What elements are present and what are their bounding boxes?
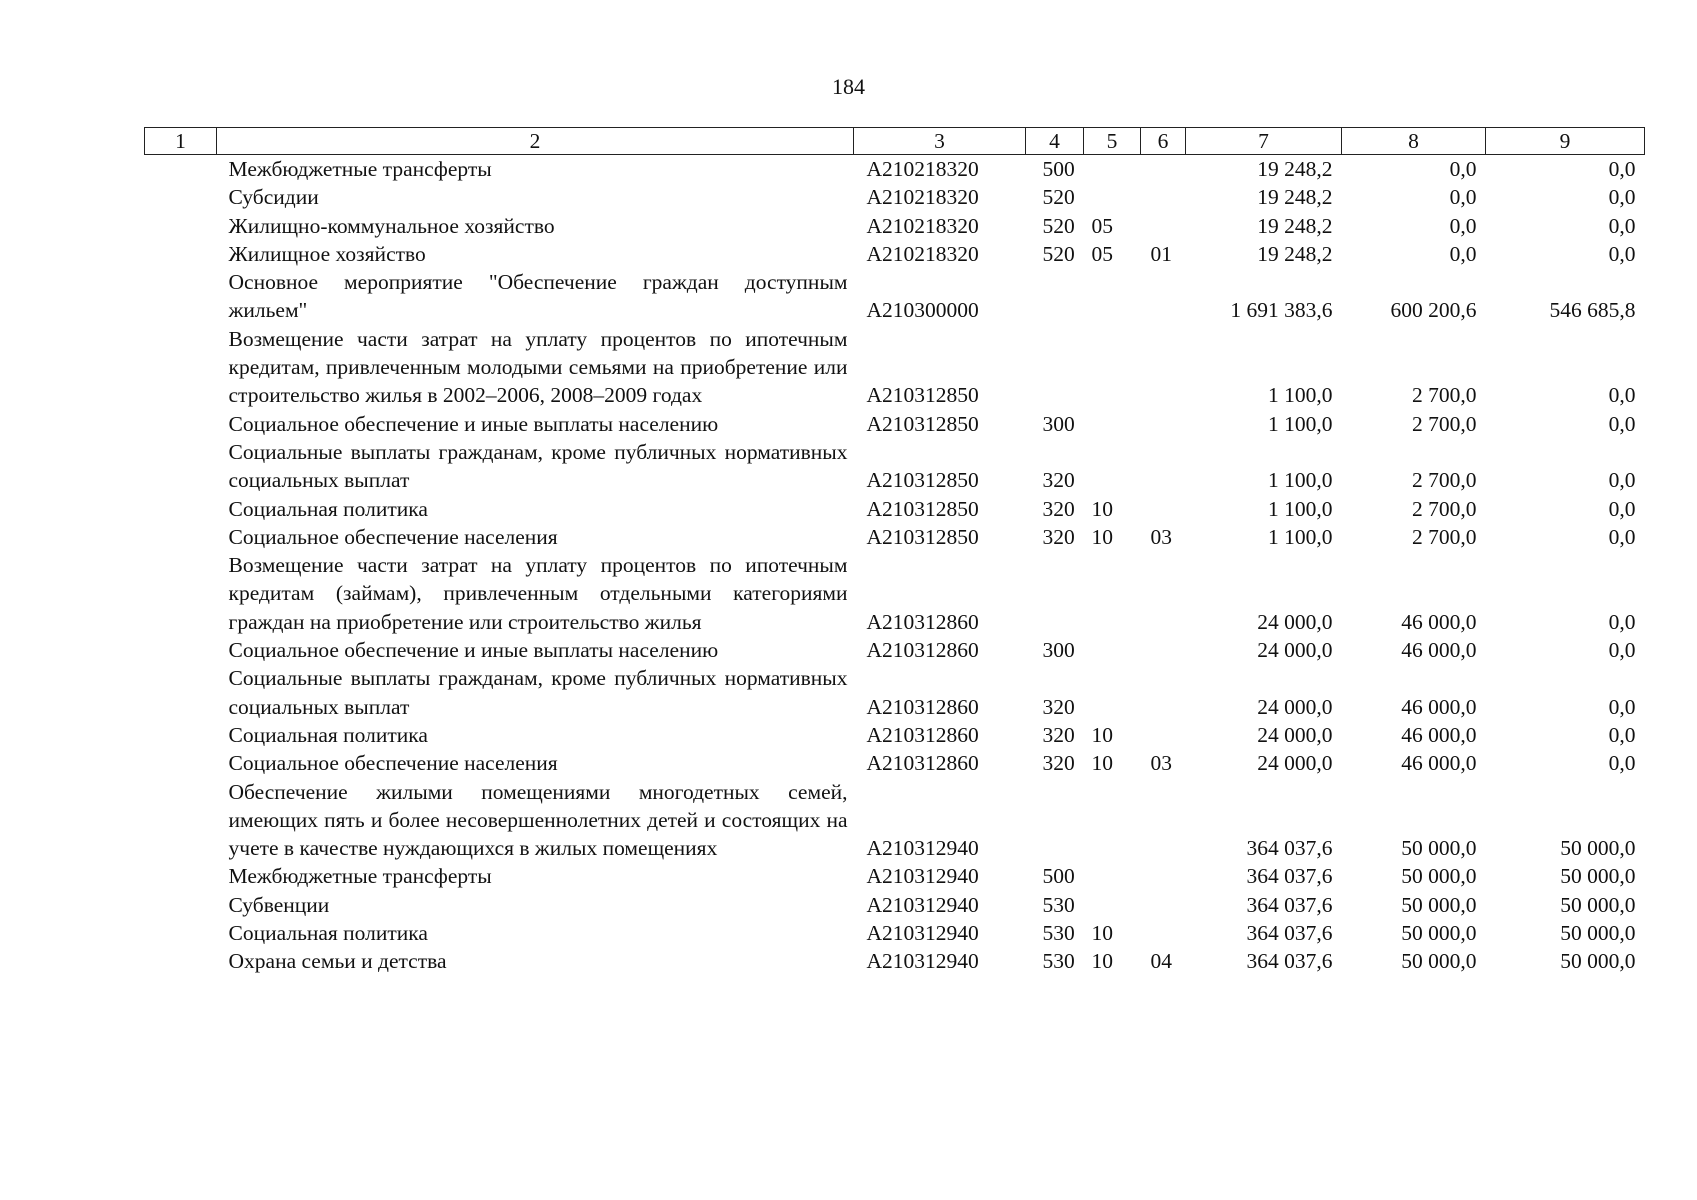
column-header: 5 <box>1084 128 1141 155</box>
target-code-cell: А210312860 <box>866 638 979 663</box>
expense-type-cell: 500 <box>1042 157 1075 181</box>
expense-type-cell <box>1026 268 1084 325</box>
amount-col7-cell: 364 037,6 <box>1246 864 1333 889</box>
item-name-cell: Социальное обеспечение и иные выплаты населению <box>228 638 719 663</box>
subsection-cell <box>1141 721 1186 749</box>
target-code-cell: А210312850 <box>866 524 979 549</box>
table-row <box>145 947 1645 975</box>
amount-col7-cell: 24 000,0 <box>1257 722 1333 747</box>
target-code-cell: А210300000 <box>866 298 979 323</box>
target-code-cell: А210312850 <box>866 383 979 408</box>
expense-type-cell: 320 <box>1042 694 1075 719</box>
expense-type-cell: 530 <box>1042 949 1075 974</box>
item-name-cell: Социальная политика <box>228 496 428 521</box>
section-cell <box>1084 551 1141 636</box>
table-row <box>145 438 1645 495</box>
item-name-cell: Социальное обеспечение и иные выплаты населению <box>228 411 719 436</box>
section-cell: 05 <box>1091 241 1113 266</box>
item-name-cell: Социальное обеспечение населения <box>228 524 558 549</box>
row-number-cell <box>145 410 217 438</box>
target-code-cell: А210312860 <box>866 694 979 719</box>
expense-type-cell <box>1026 325 1084 410</box>
amount-col8-cell: 600 200,6 <box>1390 298 1477 323</box>
column-header: 9 <box>1486 128 1645 155</box>
expense-type-cell: 300 <box>1042 638 1075 663</box>
row-number-cell <box>145 862 217 890</box>
table-row <box>145 721 1645 749</box>
section-cell <box>1084 438 1141 495</box>
table-row <box>145 495 1645 523</box>
expense-type-cell: 300 <box>1042 411 1075 436</box>
target-code-cell: А210312940 <box>866 921 979 946</box>
table-row <box>145 410 1645 438</box>
table-row <box>145 268 1645 325</box>
amount-col8-cell: 2 700,0 <box>1412 383 1477 408</box>
expense-type-cell: 500 <box>1042 864 1075 889</box>
row-number-cell <box>145 919 217 947</box>
table-row <box>145 212 1645 240</box>
table-row <box>145 636 1645 664</box>
amount-col8-cell: 46 000,0 <box>1401 751 1477 776</box>
target-code-cell: А210312860 <box>866 609 979 634</box>
amount-col7-cell: 19 248,2 <box>1257 213 1333 238</box>
item-name-cell: Социальные выплаты гражданам, кроме публичных нормативных социальных выплат <box>228 439 848 493</box>
amount-col9-cell: 50 000,0 <box>1560 921 1636 946</box>
section-cell <box>1084 891 1141 919</box>
amount-col9-cell: 0,0 <box>1608 722 1636 747</box>
amount-col7-cell: 1 100,0 <box>1268 496 1333 521</box>
expense-type-cell: 520 <box>1042 185 1075 210</box>
table-row <box>145 664 1645 721</box>
row-number-cell <box>145 438 217 495</box>
budget-table <box>144 127 1645 976</box>
amount-col7-cell: 1 100,0 <box>1268 524 1333 549</box>
expense-type-cell: 320 <box>1042 524 1075 549</box>
item-name-cell: Основное мероприятие "Обеспечение граждан доступным жильем" <box>228 270 848 323</box>
subsection-cell <box>1141 438 1186 495</box>
amount-col9-cell: 0,0 <box>1608 241 1636 266</box>
row-number-cell <box>145 891 217 919</box>
amount-col7-cell: 24 000,0 <box>1257 638 1333 663</box>
amount-col8-cell: 46 000,0 <box>1401 609 1477 634</box>
amount-col8-cell: 2 700,0 <box>1412 524 1477 549</box>
expense-type-cell: 320 <box>1042 722 1075 747</box>
subsection-cell <box>1141 778 1186 863</box>
amount-col9-cell: 0,0 <box>1608 185 1636 210</box>
table-row <box>145 551 1645 636</box>
target-code-cell: А210312850 <box>866 496 979 521</box>
item-name-cell: Субвенции <box>228 892 330 917</box>
amount-col8-cell: 0,0 <box>1449 185 1477 210</box>
amount-col9-cell: 0,0 <box>1608 411 1636 436</box>
amount-col7-cell: 1 100,0 <box>1268 383 1333 408</box>
subsection-cell <box>1141 636 1186 664</box>
amount-col7-cell: 19 248,2 <box>1257 157 1333 181</box>
target-code-cell: А210312940 <box>866 836 979 861</box>
subsection-cell <box>1141 155 1186 184</box>
section-cell <box>1084 664 1141 721</box>
row-number-cell <box>145 551 217 636</box>
subsection-cell <box>1141 664 1186 721</box>
table-row <box>145 183 1645 211</box>
page-number: 184 <box>832 74 865 99</box>
target-code-cell: А210312860 <box>866 751 979 776</box>
amount-col7-cell: 19 248,2 <box>1257 185 1333 210</box>
item-name-cell: Социальная политика <box>228 921 428 946</box>
subsection-cell <box>1141 495 1186 523</box>
amount-col9-cell: 50 000,0 <box>1560 836 1636 861</box>
row-number-cell <box>145 523 217 551</box>
section-cell <box>1084 183 1141 211</box>
table-row <box>145 778 1645 863</box>
item-name-cell: Социальное обеспечение населения <box>228 751 558 776</box>
item-name-cell: Социальная политика <box>228 722 428 747</box>
expense-type-cell: 530 <box>1042 921 1075 946</box>
amount-col9-cell: 546 685,8 <box>1549 298 1636 323</box>
item-name-cell: Межбюджетные трансферты <box>228 864 492 889</box>
section-cell: 10 <box>1091 921 1113 946</box>
table-row <box>145 891 1645 919</box>
amount-col8-cell: 0,0 <box>1449 241 1477 266</box>
expense-type-cell: 520 <box>1042 241 1075 266</box>
amount-col7-cell: 24 000,0 <box>1257 694 1333 719</box>
row-number-cell <box>145 325 217 410</box>
expense-type-cell: 320 <box>1042 468 1075 493</box>
amount-col9-cell: 50 000,0 <box>1560 949 1636 974</box>
section-cell <box>1084 778 1141 863</box>
column-header: 6 <box>1141 128 1186 155</box>
amount-col8-cell: 50 000,0 <box>1401 836 1477 861</box>
section-cell: 10 <box>1091 949 1113 974</box>
amount-col7-cell: 19 248,2 <box>1257 241 1333 266</box>
column-header: 4 <box>1026 128 1084 155</box>
target-code-cell: А210218320 <box>866 241 979 266</box>
amount-col8-cell: 0,0 <box>1449 213 1477 238</box>
amount-col7-cell: 364 037,6 <box>1246 836 1333 861</box>
subsection-cell <box>1141 410 1186 438</box>
row-number-cell <box>145 155 217 184</box>
section-cell: 10 <box>1091 524 1113 549</box>
row-number-cell <box>145 183 217 211</box>
subsection-cell: 03 <box>1150 751 1172 776</box>
header-row <box>145 128 1645 155</box>
subsection-cell: 01 <box>1150 241 1172 266</box>
target-code-cell: А210312850 <box>866 468 979 493</box>
row-number-cell <box>145 749 217 777</box>
amount-col9-cell: 0,0 <box>1608 524 1636 549</box>
subsection-cell: 04 <box>1150 949 1172 974</box>
amount-col8-cell: 50 000,0 <box>1401 864 1477 889</box>
amount-col9-cell: 0,0 <box>1608 496 1636 521</box>
row-number-cell <box>145 212 217 240</box>
item-name-cell: Субсидии <box>228 185 319 210</box>
item-name-cell: Охрана семьи и детства <box>228 949 447 974</box>
row-number-cell <box>145 268 217 325</box>
table-row <box>145 325 1645 410</box>
section-cell: 10 <box>1091 722 1113 747</box>
expense-type-cell: 520 <box>1042 213 1075 238</box>
column-header: 1 <box>145 128 217 155</box>
section-cell: 05 <box>1091 213 1113 238</box>
amount-col8-cell: 2 700,0 <box>1412 496 1477 521</box>
amount-col7-cell: 1 100,0 <box>1268 468 1333 493</box>
section-cell <box>1084 325 1141 410</box>
amount-col7-cell: 1 691 383,6 <box>1230 298 1333 323</box>
amount-col9-cell: 0,0 <box>1608 157 1636 181</box>
amount-col8-cell: 46 000,0 <box>1401 638 1477 663</box>
item-name-cell: Обеспечение жилыми помещениями многодетных семей, имеющих пять и более несовершеннолетних детей и состоящих на учете в качестве нуждающихся в жилых помещениях <box>228 779 848 861</box>
expense-type-cell: 320 <box>1042 751 1075 776</box>
amount-col7-cell: 24 000,0 <box>1257 751 1333 776</box>
item-name-cell: Социальные выплаты гражданам, кроме публичных нормативных социальных выплат <box>228 666 848 719</box>
section-cell <box>1084 410 1141 438</box>
item-name-cell: Возмещение части затрат на уплату процентов по ипотечным кредитам (займам), привлеченным отдельными категориями граждан на приобретение или строительство жилья <box>228 553 848 634</box>
subsection-cell <box>1141 268 1186 325</box>
amount-col9-cell: 0,0 <box>1608 694 1636 719</box>
subsection-cell <box>1141 862 1186 890</box>
section-cell: 10 <box>1091 496 1113 521</box>
amount-col9-cell: 0,0 <box>1608 638 1636 663</box>
amount-col8-cell: 46 000,0 <box>1401 694 1477 719</box>
row-number-cell <box>145 636 217 664</box>
target-code-cell: А210312940 <box>866 864 979 889</box>
amount-col9-cell: 0,0 <box>1608 213 1636 238</box>
subsection-cell: 03 <box>1150 524 1172 549</box>
target-code-cell: А210218320 <box>866 185 979 210</box>
expense-type-cell: 530 <box>1042 892 1075 917</box>
amount-col8-cell: 50 000,0 <box>1401 892 1477 917</box>
subsection-cell <box>1141 212 1186 240</box>
subsection-cell <box>1141 183 1186 211</box>
amount-col8-cell: 46 000,0 <box>1401 722 1477 747</box>
section-cell <box>1084 862 1141 890</box>
column-header: 3 <box>854 128 1026 155</box>
target-code-cell: А210312860 <box>866 722 979 747</box>
section-cell <box>1084 268 1141 325</box>
amount-col8-cell: 2 700,0 <box>1412 468 1477 493</box>
table-row <box>145 749 1645 777</box>
row-number-cell <box>145 240 217 268</box>
amount-col7-cell: 364 037,6 <box>1246 892 1333 917</box>
target-code-cell: А210312940 <box>866 949 979 974</box>
table-row <box>145 919 1645 947</box>
column-header: 2 <box>217 128 854 155</box>
subsection-cell <box>1141 325 1186 410</box>
table-header <box>145 128 1645 155</box>
amount-col7-cell: 364 037,6 <box>1246 921 1333 946</box>
subsection-cell <box>1141 891 1186 919</box>
item-name-cell: Жилищно-коммунальное хозяйство <box>228 213 555 238</box>
amount-col7-cell: 1 100,0 <box>1268 411 1333 436</box>
row-number-cell <box>145 721 217 749</box>
row-number-cell <box>145 495 217 523</box>
row-number-cell <box>145 664 217 721</box>
target-code-cell: А210312850 <box>866 411 979 436</box>
expense-type-cell <box>1026 551 1084 636</box>
table-row <box>145 155 1645 184</box>
table-row <box>145 523 1645 551</box>
expense-type-cell: 320 <box>1042 496 1075 521</box>
expense-type-cell <box>1026 778 1084 863</box>
section-cell <box>1084 636 1141 664</box>
amount-col9-cell: 50 000,0 <box>1560 892 1636 917</box>
table-row <box>145 240 1645 268</box>
amount-col9-cell: 50 000,0 <box>1560 864 1636 889</box>
item-name-cell: Межбюджетные трансферты <box>228 157 492 181</box>
column-header: 8 <box>1342 128 1486 155</box>
target-code-cell: А210218320 <box>866 157 979 181</box>
section-cell: 10 <box>1091 751 1113 776</box>
subsection-cell <box>1141 551 1186 636</box>
target-code-cell: А210312940 <box>866 892 979 917</box>
table-row <box>145 862 1645 890</box>
amount-col8-cell: 50 000,0 <box>1401 921 1477 946</box>
column-header: 7 <box>1186 128 1342 155</box>
row-number-cell <box>145 947 217 975</box>
target-code-cell: А210218320 <box>866 213 979 238</box>
section-cell <box>1084 155 1141 184</box>
item-name-cell: Жилищное хозяйство <box>228 241 426 266</box>
amount-col9-cell: 0,0 <box>1608 383 1636 408</box>
subsection-cell <box>1141 919 1186 947</box>
amount-col8-cell: 0,0 <box>1449 157 1477 181</box>
amount-col7-cell: 364 037,6 <box>1246 949 1333 974</box>
amount-col9-cell: 0,0 <box>1608 468 1636 493</box>
row-number-cell <box>145 778 217 863</box>
amount-col8-cell: 2 700,0 <box>1412 411 1477 436</box>
amount-col9-cell: 0,0 <box>1608 609 1636 634</box>
table-body <box>145 155 1645 976</box>
amount-col7-cell: 24 000,0 <box>1257 609 1333 634</box>
amount-col9-cell: 0,0 <box>1608 751 1636 776</box>
amount-col8-cell: 50 000,0 <box>1401 949 1477 974</box>
item-name-cell: Возмещение части затрат на уплату процентов по ипотечным кредитам, привлеченным молодыми семьями на приобретение или строительство жилья в 2002–2006, 2008–2009 годах <box>228 326 848 408</box>
